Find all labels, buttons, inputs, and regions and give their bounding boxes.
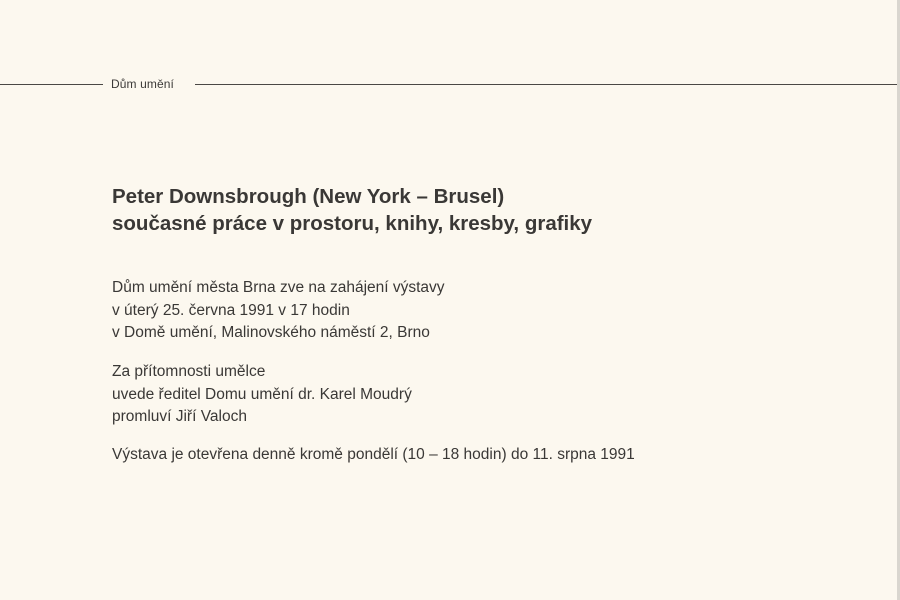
opening-hours-line: Výstava je otevřena denně kromě pondělí (10 – 18 hodin) do 11. srpna 1991: [112, 446, 635, 463]
director-line: uvede ředitel Domu umění dr. Karel Moudrý: [112, 385, 412, 403]
invitation-line: Dům umění města Brna zve na zahájení výstavy: [112, 279, 445, 296]
invitation-paragraph: [112, 277, 445, 345]
artist-presence-line: Za přítomnosti umělce: [112, 363, 266, 380]
exhibition-title: [112, 183, 592, 237]
venue-line: v Domě umění, Malinovského náměstí 2, Brno: [112, 324, 430, 341]
speaker-line: promluví Jiří Valoch: [112, 408, 247, 425]
header-rule-right: [195, 84, 897, 85]
opening-hours-paragraph: [112, 444, 635, 467]
header-label: Dům umění: [111, 77, 174, 91]
date-line: v úterý 25. června 1991 v 17 hodin: [112, 301, 350, 319]
speakers-paragraph: [112, 361, 412, 429]
header-rule-left: [0, 84, 103, 85]
title-artist-line: Peter Downsbrough (New York – Brusel): [112, 185, 505, 208]
title-works-line: současné práce v prostoru, knihy, kresby, grafiky: [112, 212, 593, 235]
